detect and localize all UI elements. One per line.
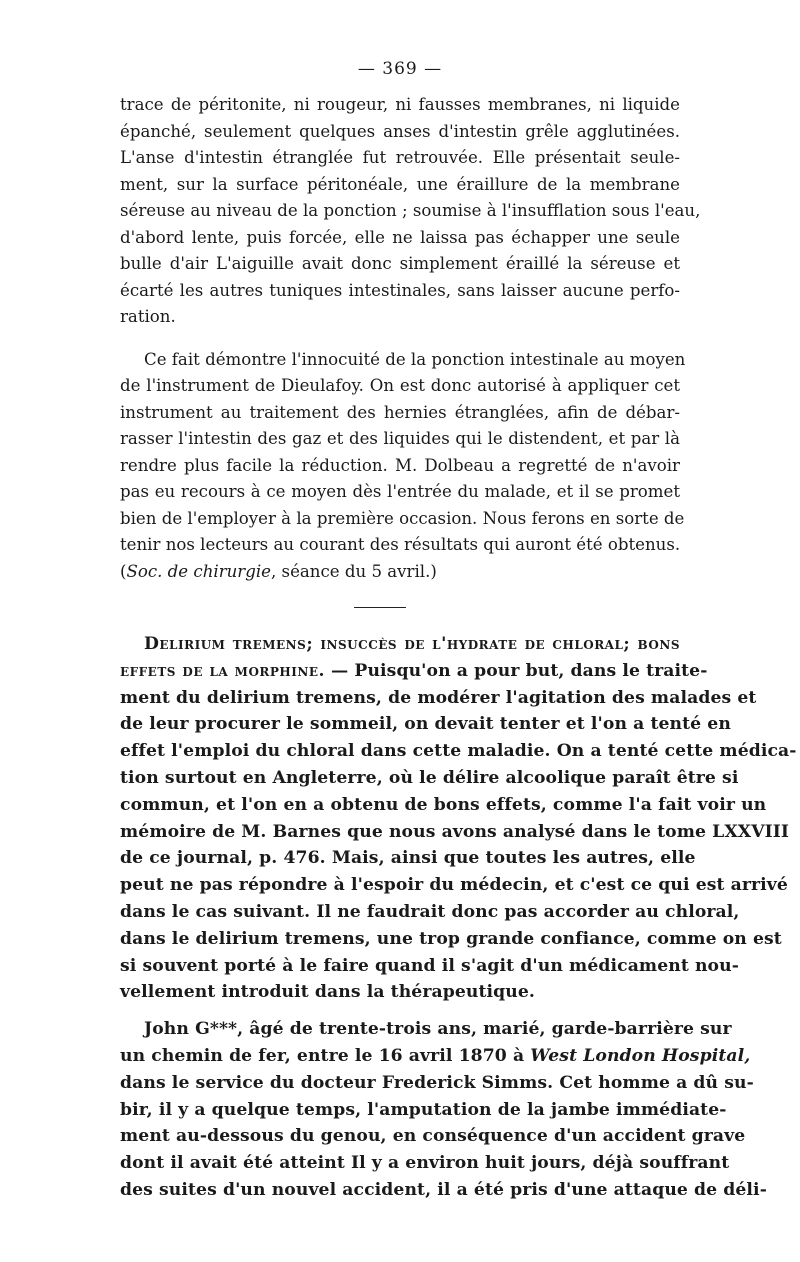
section-title-line xyxy=(120,631,680,658)
text-line: instrument au traitement des hernies étranglées, afin de débar- xyxy=(120,402,680,422)
text-line: d'abord lente, puis forcée, elle ne laissa pas échapper une seule xyxy=(120,227,680,247)
paragraph-case-john xyxy=(120,1016,767,1204)
text-line: Ce fait démontre l'innocuité de la ponction intestinale au moyen xyxy=(144,349,686,369)
text-line: vellement introduit dans la thérapeutique. xyxy=(120,982,535,1003)
text-line: séreuse au niveau de la ponction ; soumise à l'insufflation sous l'eau, xyxy=(120,201,701,220)
text-line: bien de l'employer à la première occasion. Nous ferons en sorte de xyxy=(120,508,685,528)
text-line: dont il avait été atteint Il y a environ huit jours, déjà souffrant xyxy=(120,1153,730,1174)
section-title-part1: Delirium tremens; insuccès de l'hydrate de chloral; bons xyxy=(144,634,680,654)
text-line: tion surtout en Angleterre, où le délire alcoolique paraît être si xyxy=(120,767,739,788)
citation-date: , séance du 5 avril.) xyxy=(271,561,437,581)
citation-line xyxy=(120,559,680,586)
text-line: bir, il y a quelque temps, l'amputation de la jambe immédiate- xyxy=(120,1099,727,1120)
text-line: ration. xyxy=(120,307,176,326)
text-line: effet l'emploi du chloral dans cette maladie. On a tenté cette médica- xyxy=(120,741,797,762)
text-line: ment, sur la surface péritonéale, une éraillure de la membrane xyxy=(120,174,680,194)
paragraph-gap xyxy=(120,331,680,347)
page-number: — 369 — xyxy=(357,59,443,79)
text-line: ment du delirium tremens, de modérer l'agitation des malades et xyxy=(120,687,757,708)
text-segment: un chemin de fer, entre le 16 avril 1870 à xyxy=(120,1045,531,1066)
text-line: épanché, seulement quelques anses d'intestin grêle agglutinées. xyxy=(120,121,680,141)
text-line: si souvent porté à le faire quand il s'agit d'un médicament nou- xyxy=(120,955,739,976)
text-line: dans le delirium tremens, une trop grande confiance, comme on est xyxy=(120,928,782,949)
document-page xyxy=(120,58,797,1204)
text-segment: — Puisqu'on a pour but, dans le traite- xyxy=(324,660,708,681)
paragraph-gap xyxy=(120,1006,680,1016)
text-line: de ce journal, p. 476. Mais, ainsi que toutes les autres, elle xyxy=(120,848,696,869)
paragraph-ponction xyxy=(120,347,686,586)
text-line: dans le service du docteur Frederick Simms. Cet homme a dû su- xyxy=(120,1072,754,1093)
citation-open: ( xyxy=(120,561,127,581)
section-title-part2: effets de la morphine. xyxy=(120,660,325,681)
text-line: rasser l'intestin des gaz et des liquides qui le distendent, et par là xyxy=(120,429,680,448)
text-line: peut ne pas répondre à l'espoir du médecin, et c'est ce qui est arrivé xyxy=(120,875,788,896)
text-line: dans le cas suivant. Il ne faudrait donc pas accorder au chloral, xyxy=(120,901,740,922)
text-line: John G***, âgé de trente-trois ans, marié, garde-barrière sur xyxy=(144,1019,732,1040)
text-line: écarté les autres tuniques intestinales, sans laisser aucune perfo- xyxy=(120,280,680,300)
text-line: rendre plus facile la réduction. M. Dolbeau a regretté de n'avoir xyxy=(120,455,680,475)
text-line: tenir nos lecteurs au courant des résultats qui auront été obtenus. xyxy=(120,535,681,554)
text-line: pas eu recours à ce moyen dès l'entrée du malade, et il se promet xyxy=(120,482,680,501)
text-line: des suites d'un nouvel accident, il a été pris d'une attaque de déli- xyxy=(120,1179,767,1200)
text-line: de l'instrument de Dieulafoy. On est donc autorisé à appliquer cet xyxy=(120,376,680,395)
text-line: mémoire de M. Barnes que nous avons analysé dans le tome LXXVIII xyxy=(120,821,790,842)
section-divider xyxy=(354,607,406,608)
text-line: trace de péritonite, ni rougeur, ni fausses membranes, ni liquide xyxy=(120,95,680,114)
section-title-line-2 xyxy=(120,658,708,685)
text-line: commun, et l'on en a obtenu de bons effets, comme l'a fait voir un xyxy=(120,794,767,815)
text-line: L'anse d'intestin étranglée fut retrouvée. Elle présentait seule- xyxy=(120,148,680,167)
paragraph-delirium xyxy=(120,631,797,1006)
paragraph-peritonite xyxy=(120,92,701,331)
citation-source: Soc. de chirurgie xyxy=(126,561,271,581)
text-line: bulle d'air L'aiguille avait donc simplement éraillé la séreuse et xyxy=(120,254,680,273)
text-line: de leur procurer le sommeil, on devait tenter et l'on a tenté en xyxy=(120,714,731,735)
text-line-hospital xyxy=(120,1043,751,1070)
text-line: ment au-dessous du genou, en conséquence d'un accident grave xyxy=(120,1126,746,1147)
section-divider-wrap xyxy=(120,585,680,625)
hospital-name: West London Hospital, xyxy=(530,1045,751,1066)
